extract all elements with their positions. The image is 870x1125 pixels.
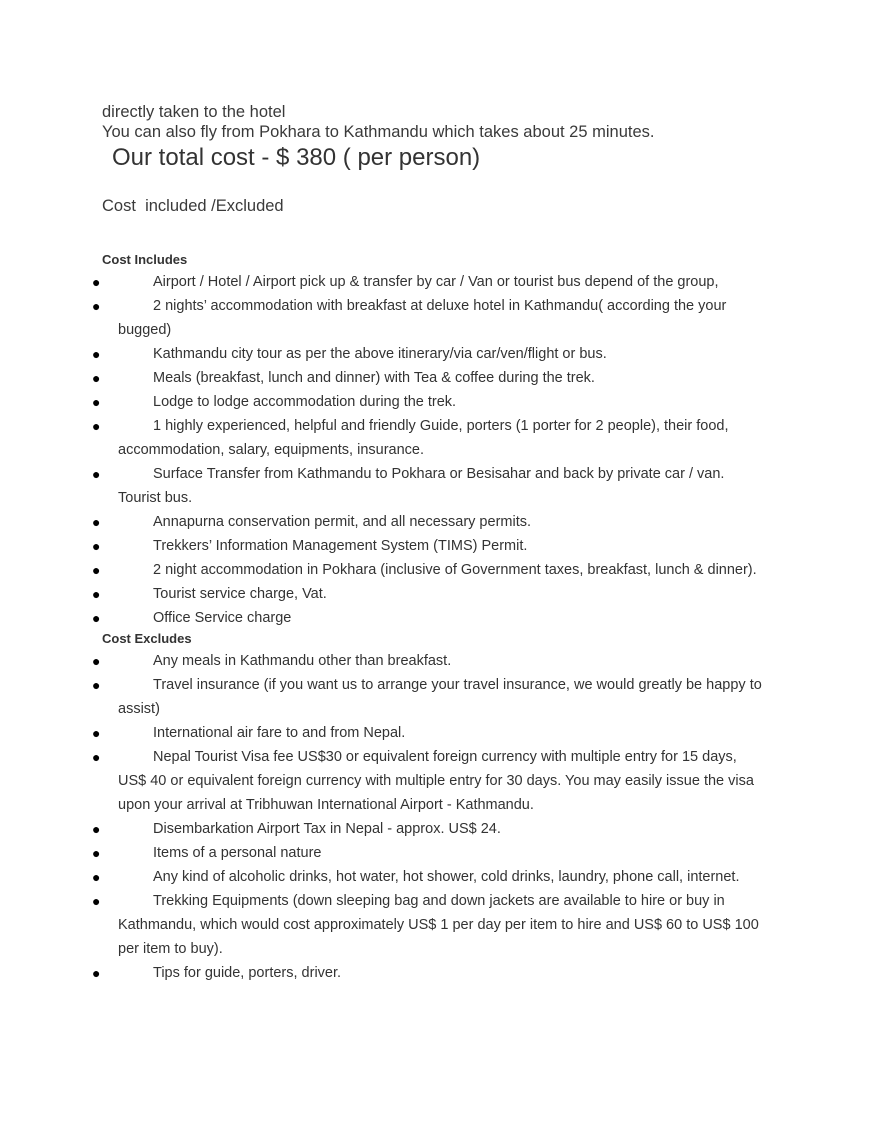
cost-includes-list	[0, 270, 870, 630]
bullet-icon: ●	[92, 725, 101, 741]
bullet-icon: ●	[92, 749, 101, 765]
list-item: ● Airport / Hotel / Airport pick up & transfer by car / Van or tourist bus depend of the group,	[0, 270, 763, 294]
list-item: ● International air fare to and from Nepal.	[0, 721, 763, 745]
list-item: ● Lodge to lodge accommodation during the trek.	[0, 390, 763, 414]
list-item: ● Trekkers’ Information Management System (TIMS) Permit.	[0, 534, 763, 558]
bullet-icon: ●	[92, 346, 101, 362]
list-item: ● Annapurna conservation permit, and all necessary permits.	[0, 510, 763, 534]
list-item: ● Travel insurance (if you want us to arrange your travel insurance, we would greatly be happy to assist)	[0, 673, 763, 721]
bullet-icon: ●	[92, 274, 101, 290]
list-item: ● Nepal Tourist Visa fee US$30 or equivalent foreign currency with multiple entry for 15 days, US$ 40 or equivalent foreign currency with multiple entry for 30 days. You may easily issue the visa upon your arrival at Tribhuwan International Airport - Kathmandu.	[0, 745, 763, 817]
list-item: ● Any meals in Kathmandu other than breakfast.	[0, 649, 763, 673]
list-item: ● Items of a personal nature	[0, 841, 763, 865]
bullet-icon: ●	[92, 538, 101, 554]
list-item: ● 2 nights’ accommodation with breakfast at deluxe hotel in Kathmandu( according the your bugged)	[0, 294, 763, 342]
cost-includes-title: Cost Includes	[102, 252, 188, 267]
list-item: ● Surface Transfer from Kathmandu to Pokhara or Besisahar and back by private car / van. Tourist bus.	[0, 462, 763, 510]
intro-line-2: You can also fly from Pokhara to Kathmandu which takes about 25 minutes.	[102, 123, 655, 141]
cost-excludes-list	[0, 649, 870, 985]
bullet-icon: ●	[92, 418, 101, 434]
intro-line-1: directly taken to the hotel	[102, 103, 286, 121]
list-item: ● 2 night accommodation in Pokhara (inclusive of Government taxes, breakfast, lunch & dinner).	[0, 558, 763, 582]
bullet-icon: ●	[92, 610, 101, 626]
bullet-icon: ●	[92, 821, 101, 837]
bullet-icon: ●	[92, 893, 101, 909]
list-item: ● Tips for guide, porters, driver.	[0, 961, 763, 985]
bullet-icon: ●	[92, 869, 101, 885]
bullet-icon: ●	[92, 965, 101, 981]
bullet-icon: ●	[92, 394, 101, 410]
bullet-icon: ●	[92, 562, 101, 578]
list-item: ● Tourist service charge, Vat.	[0, 582, 763, 606]
list-item: ● Kathmandu city tour as per the above itinerary/via car/ven/flight or bus.	[0, 342, 763, 366]
bullet-icon: ●	[92, 298, 101, 314]
bullet-icon: ●	[92, 677, 101, 693]
cost-subheading: Cost included /Excluded	[102, 197, 284, 215]
list-item: ● 1 highly experienced, helpful and friendly Guide, porters (1 porter for 2 people), their food, accommodation, salary, equipments, insurance.	[0, 414, 763, 462]
bullet-icon: ●	[92, 653, 101, 669]
total-cost-heading: Our total cost - $ 380 ( per person)	[112, 144, 481, 171]
bullet-icon: ●	[92, 845, 101, 861]
list-item: ● Disembarkation Airport Tax in Nepal - approx. US$ 24.	[0, 817, 763, 841]
bullet-icon: ●	[92, 514, 101, 530]
cost-excludes-title: Cost Excludes	[102, 631, 192, 646]
list-item: ● Trekking Equipments (down sleeping bag and down jackets are available to hire or buy in Kathmandu, which would cost approximately US$ 1 per day per item to hire and US$ 60 to US$ 100 per item to buy).	[0, 889, 763, 961]
list-item: ● Meals (breakfast, lunch and dinner) with Tea & coffee during the trek.	[0, 366, 763, 390]
list-item: ● Office Service charge	[0, 606, 763, 630]
list-item: ● Any kind of alcoholic drinks, hot water, hot shower, cold drinks, laundry, phone call, internet.	[0, 865, 763, 889]
bullet-icon: ●	[92, 466, 101, 482]
bullet-icon: ●	[92, 586, 101, 602]
bullet-icon: ●	[92, 370, 101, 386]
